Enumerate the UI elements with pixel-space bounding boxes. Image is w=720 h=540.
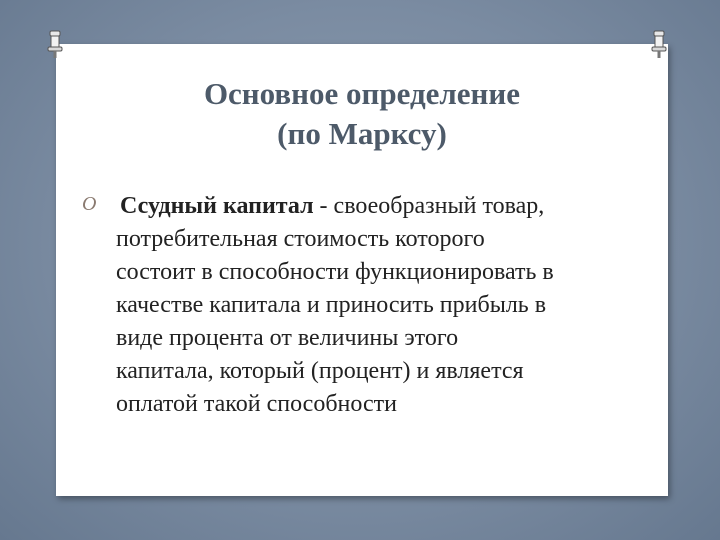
definition-line: качестве капитала и приносить прибыль в: [116, 292, 547, 318]
definition-line: состоит в способности функционировать в: [116, 259, 554, 285]
definition-line: потребительная стоимость которого: [116, 226, 485, 252]
definition-line: оплатой такой способности: [116, 391, 397, 417]
title-line-1: Основное определение: [203, 76, 521, 111]
definition-line: капитала, который (процент) и является: [116, 358, 524, 384]
bullet-marker: O: [82, 193, 97, 215]
definition-line-1: [116, 190, 652, 223]
definition-line-1-rest: - своеобразный товар,: [313, 193, 545, 219]
slide-title: [56, 74, 668, 154]
pushpin-icon: [648, 30, 670, 60]
definition-term: Ссудный капитал: [120, 193, 314, 219]
definition-bullet: [82, 190, 652, 421]
title-line-2: (по Марксу): [277, 116, 447, 151]
definition-line: виде процента от величины этого: [116, 325, 459, 351]
pushpin-icon: [44, 30, 66, 60]
definition-text: [116, 190, 652, 421]
